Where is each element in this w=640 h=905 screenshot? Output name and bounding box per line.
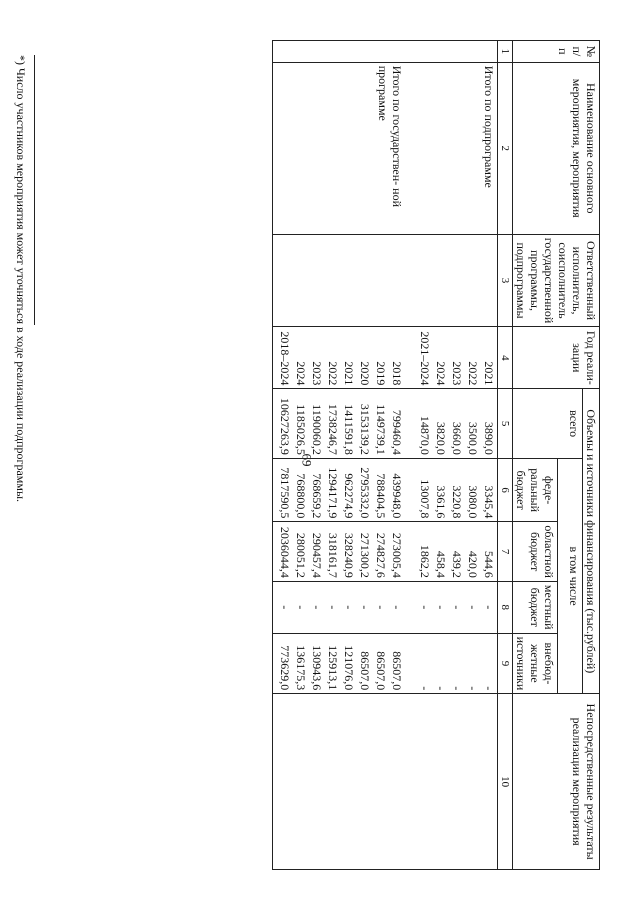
cell-num (433, 41, 449, 63)
cell-external: - (417, 633, 433, 694)
spacer-cell (405, 633, 417, 694)
col-header-year: Год реали- зации (513, 327, 600, 389)
cell-results (433, 694, 449, 870)
cell-federal: 1294171,9 (325, 458, 341, 522)
cell-executor (293, 234, 309, 327)
cell-federal: 768800,0 (293, 458, 309, 522)
cell-executor (325, 234, 341, 327)
col-header-incl: в том числе (558, 458, 583, 693)
col-number: 1 (498, 41, 513, 63)
cell-external: - (465, 633, 481, 694)
cell-external: - (433, 633, 449, 694)
spacer-cell (405, 62, 417, 234)
cell-local: - (293, 581, 309, 633)
col-header-local: местный бюджет (513, 581, 558, 633)
closing-cell (273, 234, 277, 327)
closing-cell (273, 458, 277, 522)
cell-results (341, 694, 357, 870)
col-number: 2 (498, 62, 513, 234)
cell-total: 1411591,8 (341, 389, 357, 459)
cell-num (465, 41, 481, 63)
cell-num (309, 41, 325, 63)
cell-external: 86507,0 (357, 633, 373, 694)
cell-regional: 273005,4 (389, 522, 405, 582)
cell-total: 1190060,2 (309, 389, 325, 459)
cell-results (309, 694, 325, 870)
cell-local: - (341, 581, 357, 633)
cell-federal: 439948,0 (389, 458, 405, 522)
closing-cell (273, 62, 277, 234)
cell-total: 14870,0 (417, 389, 433, 459)
closing-cell (273, 633, 277, 694)
col-header-total: всего (513, 389, 583, 459)
cell-federal: 962274,9 (341, 458, 357, 522)
cell-total: 3820,0 (433, 389, 449, 459)
cell-year: 2020 (357, 327, 373, 389)
col-header-name: Наименование основного мероприятия, мероприятия (513, 62, 600, 234)
cell-executor (449, 234, 465, 327)
cell-num (449, 41, 465, 63)
cell-external: 125913,1 (325, 633, 341, 694)
col-number: 10 (498, 694, 513, 870)
cell-local: - (417, 581, 433, 633)
cell-local: - (481, 581, 498, 633)
cell-results (417, 694, 433, 870)
cell-year: 2021–2024 (417, 327, 433, 389)
cell-year: 2018–2024 (277, 327, 293, 389)
spacer-cell (405, 389, 417, 459)
cell-executor (357, 234, 373, 327)
cell-year: 2021 (481, 327, 498, 389)
cell-local: - (309, 581, 325, 633)
cell-total: 3660,0 (449, 389, 465, 459)
cell-local: - (449, 581, 465, 633)
cell-local: - (357, 581, 373, 633)
cell-total: 3890,0 (481, 389, 498, 459)
rotated-page (0, 40, 600, 870)
cell-executor (417, 234, 433, 327)
cell-total: 1185026,5 (293, 389, 309, 459)
cell-results (465, 694, 481, 870)
cell-federal: 3361,6 (433, 458, 449, 522)
col-header-executor: Ответственный исполнитель, соисполнитель государственной программы, подпрограммы (513, 234, 600, 327)
spacer-cell (405, 327, 417, 389)
table-row (389, 41, 405, 870)
closing-cell (273, 327, 277, 389)
cell-federal: 7817590,5 (277, 458, 293, 522)
cell-executor (465, 234, 481, 327)
row-label: Итого по государствен- ной программе (277, 62, 405, 234)
cell-federal: 13007,8 (417, 458, 433, 522)
cell-total: 1738246,7 (325, 389, 341, 459)
cell-num (325, 41, 341, 63)
cell-federal: 3220,8 (449, 458, 465, 522)
footnote-divider (34, 55, 35, 325)
cell-regional: 420,0 (465, 522, 481, 582)
cell-local: - (433, 581, 449, 633)
spacer-cell (405, 458, 417, 522)
col-number: 8 (498, 581, 513, 633)
cell-regional: 1862,2 (417, 522, 433, 582)
spacer-cell (405, 522, 417, 582)
cell-local: - (373, 581, 389, 633)
cell-results (325, 694, 341, 870)
cell-results (293, 694, 309, 870)
cell-num (357, 41, 373, 63)
cell-year: 2022 (325, 327, 341, 389)
cell-results (373, 694, 389, 870)
cell-regional: 271300,2 (357, 522, 373, 582)
cell-external: 130943,6 (309, 633, 325, 694)
cell-external: - (481, 633, 498, 694)
cell-results (481, 694, 498, 870)
cell-executor (373, 234, 389, 327)
spacer-cell (405, 41, 417, 63)
col-header-federal: феде- ральный бюджет (513, 458, 558, 522)
col-header-regional: областной бюджет (513, 522, 558, 582)
cell-external: 773629,0 (277, 633, 293, 694)
cell-num (293, 41, 309, 63)
closing-cell (273, 41, 277, 63)
cell-regional: 458,4 (433, 522, 449, 582)
cell-federal: 768659,2 (309, 458, 325, 522)
spacer-cell (405, 581, 417, 633)
col-number: 3 (498, 234, 513, 327)
cell-local: - (465, 581, 481, 633)
cell-total: 3153139,2 (357, 389, 373, 459)
col-number: 6 (498, 458, 513, 522)
cell-total: 799460,4 (389, 389, 405, 459)
table-body (273, 41, 498, 870)
cell-local: - (277, 581, 293, 633)
page-number: 69 (299, 453, 315, 467)
col-number: 4 (498, 327, 513, 389)
cell-executor (481, 234, 498, 327)
cell-external: - (449, 633, 465, 694)
cell-external: 86507,0 (389, 633, 405, 694)
cell-regional: 274827,6 (373, 522, 389, 582)
cell-results (357, 694, 373, 870)
cell-regional: 318161,7 (325, 522, 341, 582)
cell-num (341, 41, 357, 63)
closing-row (273, 41, 277, 870)
cell-external: 121076,0 (341, 633, 357, 694)
closing-cell (273, 694, 277, 870)
cell-results (277, 694, 293, 870)
table-row (481, 41, 498, 870)
cell-year: 2024 (433, 327, 449, 389)
cell-executor (309, 234, 325, 327)
col-header-external: внебюд- жетные источники (513, 633, 558, 694)
cell-regional: 290457,4 (309, 522, 325, 582)
cell-regional: 280051,2 (293, 522, 309, 582)
col-header-results: Непосредственные результаты реализации мероприятия (513, 694, 600, 870)
cell-executor (277, 234, 293, 327)
col-header-funding: Объемы и источники финансирования (тыс.рублей) (583, 389, 600, 694)
cell-year: 2018 (389, 327, 405, 389)
cell-federal: 788404,5 (373, 458, 389, 522)
cell-local: - (325, 581, 341, 633)
col-header-num: № п/п (513, 41, 600, 63)
column-number-row (498, 41, 513, 870)
cell-federal: 2795332,0 (357, 458, 373, 522)
cell-regional: 328240,9 (341, 522, 357, 582)
cell-regional: 2036044,4 (277, 522, 293, 582)
cell-external: 86507,0 (373, 633, 389, 694)
cell-regional: 439,2 (449, 522, 465, 582)
col-number: 7 (498, 522, 513, 582)
cell-regional: 544,6 (481, 522, 498, 582)
cell-executor (341, 234, 357, 327)
cell-external: 136175,3 (293, 633, 309, 694)
cell-federal: 3345,4 (481, 458, 498, 522)
cell-num (417, 41, 433, 63)
spacer-cell (405, 234, 417, 327)
col-number: 9 (498, 633, 513, 694)
cell-executor (433, 234, 449, 327)
cell-local: - (389, 581, 405, 633)
closing-cell (273, 581, 277, 633)
cell-total: 10627263,9 (277, 389, 293, 459)
cell-federal: 3080,0 (465, 458, 481, 522)
cell-results (449, 694, 465, 870)
cell-num (481, 41, 498, 63)
cell-year: 2021 (341, 327, 357, 389)
cell-total: 3500,0 (465, 389, 481, 459)
closing-cell (273, 389, 277, 459)
footnote: *) Число участников мероприятия может уточняться в ходе реализации подпрограммы. (14, 55, 28, 503)
cell-num (373, 41, 389, 63)
funding-table (273, 40, 601, 870)
col-number: 5 (498, 389, 513, 459)
cell-executor (389, 234, 405, 327)
cell-year: 2024 (293, 327, 309, 389)
cell-year: 2023 (449, 327, 465, 389)
spacer-row (405, 41, 417, 870)
cell-num (277, 41, 293, 63)
cell-year: 2019 (373, 327, 389, 389)
spacer-cell (405, 694, 417, 870)
cell-year: 2023 (309, 327, 325, 389)
cell-num (389, 41, 405, 63)
cell-year: 2022 (465, 327, 481, 389)
cell-total: 1149739,1 (373, 389, 389, 459)
cell-results (389, 694, 405, 870)
row-label: Итого по подпрограмме (417, 62, 498, 234)
closing-cell (273, 522, 277, 582)
